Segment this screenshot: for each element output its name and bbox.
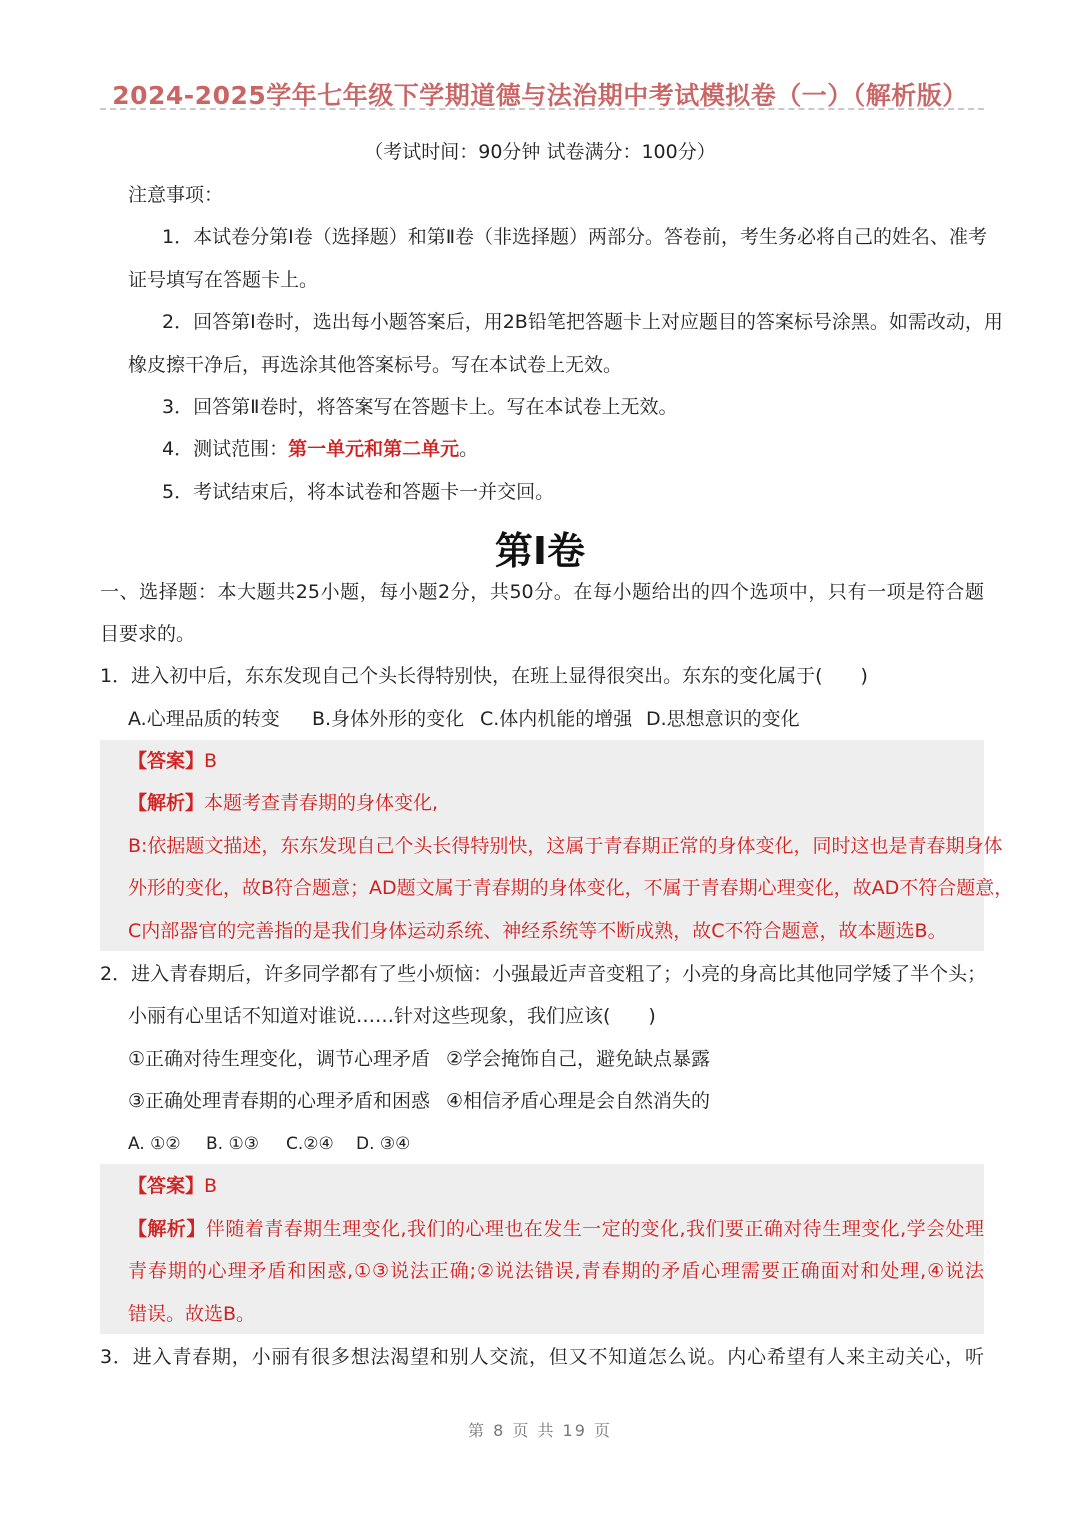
question-2-option-c: C.②④: [286, 1134, 334, 1154]
question-1-stem: 1．进入初中后，东东发现自己个头长得特别快，在班上显得很突出。东东的变化属于( ): [100, 665, 868, 687]
question-2-item-4: ④相信矛盾心理是会自然消失的: [446, 1090, 711, 1112]
question-2-option-a: A. ①②: [128, 1134, 181, 1154]
question-2-analysis-line-1: [128, 1216, 984, 1242]
note-item-1-cont: 证号填写在答题卡上。: [128, 269, 319, 291]
page-number: 第 8 页 共 19 页: [468, 1421, 612, 1440]
section-title: 第Ⅰ卷: [494, 529, 586, 573]
answer-value: B: [204, 750, 218, 772]
question-1-option-b: B.身体外形的变化: [312, 708, 465, 730]
exam-info: （考试时间：90分钟 试卷满分：100分）: [364, 141, 716, 163]
answer-label: 【答案】: [128, 1175, 205, 1197]
answer-label: 【答案】: [128, 750, 205, 772]
note-item-4-suffix: 。: [459, 438, 479, 460]
section-instructions: 一、选择题：本大题共25小题，每小题2分，共50分。在每小题给出的四个选项中，只有一项是符合题: [100, 581, 984, 603]
question-2-option-b: B. ①③: [206, 1134, 259, 1154]
question-2-item-2: ②学会掩饰自己，避免缺点暴露: [446, 1048, 711, 1070]
note-item-1: 1．本试卷分第Ⅰ卷（选择题）和第Ⅱ卷（非选择题）两部分。答卷前，考生务必将自己的姓名、准考: [162, 226, 988, 248]
question-1-option-c: C.体内机能的增强: [480, 708, 633, 730]
section-instructions-cont: 目要求的。: [100, 623, 196, 645]
note-item-4: [162, 436, 478, 462]
question-2-stem-cont: 小丽有心里话不知道对谁说……针对这些现象，我们应该( ): [128, 1005, 656, 1027]
question-2-option-d: D. ③④: [356, 1134, 411, 1154]
test-range: 第一单元和第二单元: [288, 438, 460, 460]
question-1-analysis-line-3: C内部器官的完善指的是我们身体运动系统、神经系统等不断成熟，故C不符合题意，故本题选B。: [128, 920, 947, 942]
analysis-label: 【解析】: [128, 792, 205, 814]
question-2-analysis-line-3: 错误。故选B。: [128, 1303, 256, 1325]
note-item-4-prefix: 4．测试范围：: [162, 438, 289, 460]
question-2-analysis-line-2: 青春期的心理矛盾和困惑,①③说法正确;②说法错误,青春期的矛盾心理需要正确面对和处理,④说法: [128, 1260, 984, 1282]
question-1-answer: [128, 748, 217, 774]
question-1-analysis-line-1: B:依据题文描述，东东发现自己个头长得特别快，这属于青春期正常的身体变化，同时这也是青春期身体: [128, 835, 1003, 857]
note-item-5: 5．考试结束后，将本试卷和答题卡一并交回。: [162, 481, 555, 503]
analysis-text: 伴随着青春期生理变化,我们的心理也在发生一定的变化,我们要正确对待生理变化,学会处理: [205, 1218, 984, 1240]
question-1-analysis-head: [128, 790, 438, 816]
notes-heading: 注意事项：: [128, 184, 224, 206]
note-item-2-cont: 橡皮擦干净后，再选涂其他答案标号。写在本试卷上无效。: [128, 354, 623, 376]
question-1-option-d: D.思想意识的变化: [646, 708, 800, 730]
note-item-2: 2．回答第Ⅰ卷时，选出每小题答案后，用2B铅笔把答题卡上对应题目的答案标号涂黑。如需改动，用: [162, 311, 1003, 333]
analysis-label: 【解析】: [128, 1218, 206, 1240]
question-2-item-3: ③正确处理青春期的心理矛盾和困惑: [128, 1090, 431, 1112]
note-item-3: 3．回答第Ⅱ卷时，将答案写在答题卡上。写在本试卷上无效。: [162, 396, 678, 418]
analysis-text: 本题考查青春期的身体变化,: [204, 792, 439, 814]
title-divider: [100, 108, 984, 110]
question-3-stem: 3．进入青春期，小丽有很多想法渴望和别人交流，但又不知道怎么说。内心希望有人来主动关心，听: [100, 1346, 984, 1368]
question-1-option-a: A.心理品质的转变: [128, 708, 280, 730]
question-2-stem: 2．进入青春期后，许多同学都有了些小烦恼：小强最近声音变粗了；小亮的身高比其他同学矮了半个头；: [100, 963, 987, 985]
document-title: 2024-2025学年七年级下学期道德与法治期中考试模拟卷（一）（解析版）: [112, 81, 968, 110]
question-1-analysis-line-2: 外形的变化，故B符合题意；AD题文属于青春期的身体变化，不属于青春期心理变化，故AD不符合题意，: [128, 877, 1014, 899]
answer-value: B: [204, 1175, 218, 1197]
question-2-answer: [128, 1173, 217, 1199]
question-2-item-1: ①正确对待生理变化，调节心理矛盾: [128, 1048, 431, 1070]
